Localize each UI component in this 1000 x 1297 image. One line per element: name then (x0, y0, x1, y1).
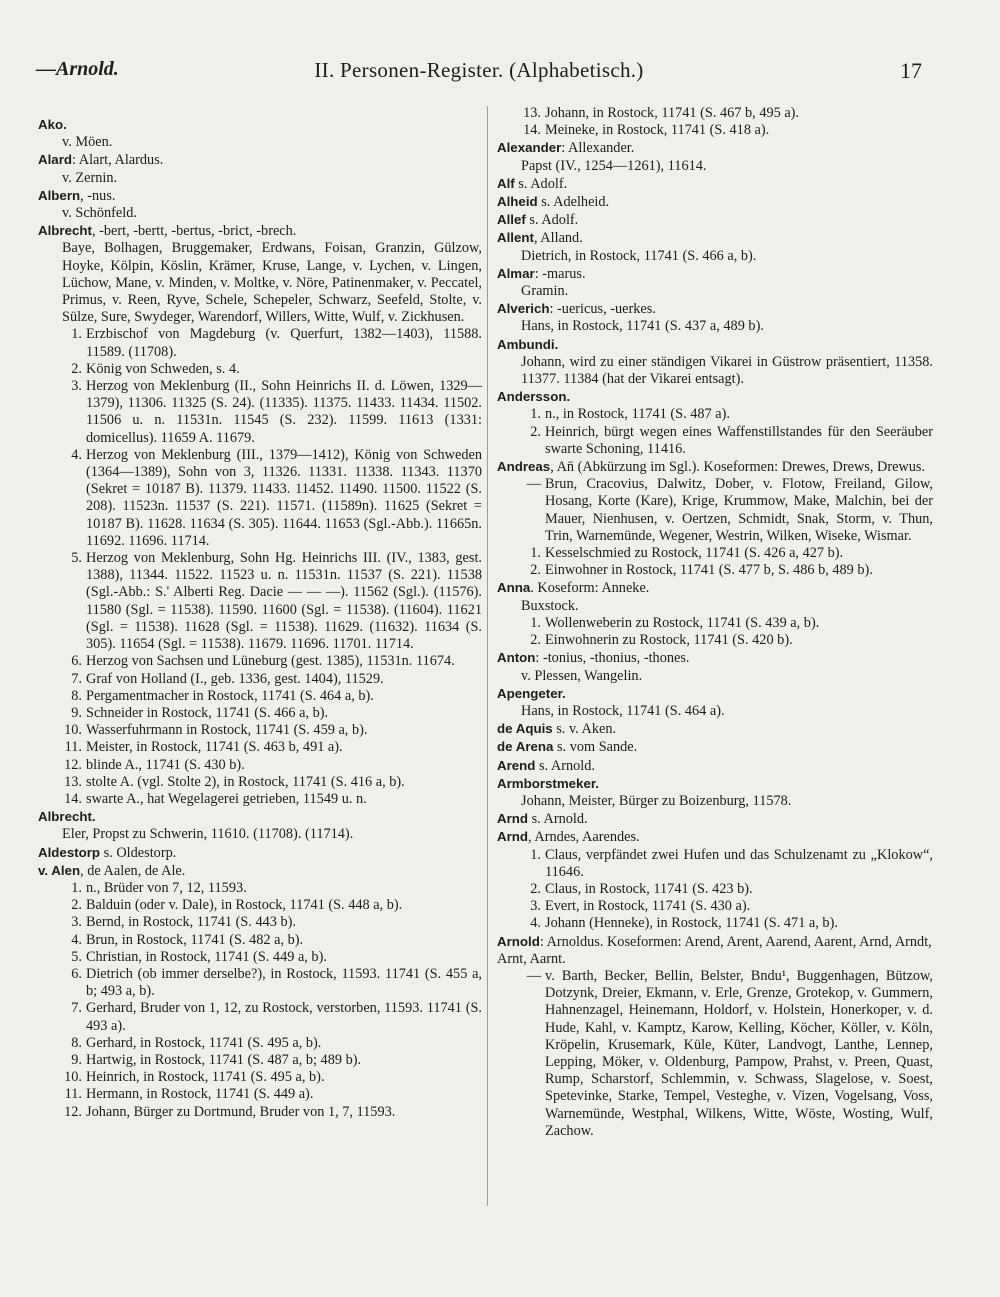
entry-line: Gramin. (521, 283, 569, 300)
register-entry (497, 757, 933, 775)
item-number: 13. (523, 105, 541, 121)
item-text: Johann, Bürger zu Dortmund, Bruder von 1, 7, 11593. (86, 1103, 396, 1120)
item-text: Christian, in Rostock, 11741 (S. 449 a, b). (86, 948, 327, 965)
entry-headline (497, 933, 933, 968)
entry-item (71, 1034, 482, 1052)
entry-item (530, 632, 933, 649)
entry-headline (38, 151, 482, 169)
register-entry (497, 720, 933, 738)
item-number: 4. (71, 446, 82, 463)
entry-variants: : Arnoldus. Koseformen: Arend, Arent, Aarend, Aarent, Arnd, Arndt, Arnt, Aarnt. (497, 933, 932, 967)
item-text: Erzbischof von Magdeburg (v. Querfurt, 1382—1403), 11588. 11589. (11708). (86, 326, 482, 360)
entry-variants: : -tonius, -thonius, -thones. (535, 650, 690, 667)
entry-item (64, 790, 482, 808)
entry-item (526, 476, 933, 545)
item-number: 1. (530, 614, 541, 631)
item-text: Einwohner in Rostock, 11741 (S. 477 b, S. 486 b, 489 b). (545, 562, 873, 579)
entry-headline (497, 193, 933, 211)
register-entry (497, 738, 933, 756)
item-text: swarte A., hat Wegelagerei getrieben, 11549 u. n. (86, 790, 367, 807)
register-entry (38, 808, 482, 843)
item-text: Herzog von Meklenburg (III., 1379—1412), König von Schweden (1364—1389), Sohn von 3, 11326. 11331. 11338. 11343. 11370 (Sekret = 10187 B). 11379. 11433. 11452. 11490. 11500. 11522 (S. 208). 11523n. 11537 (S. 221). 11571. (11589n). 11625 (Sekret = 10187 B). 11628. 11634 (S. 305). 11644. 11653 (Sgl.-Abb.). 11665n. 11692. 11696. 11714. (86, 446, 482, 549)
item-text: v. Barth, Becker, Bellin, Belster, Bndu¹, Buggenhagen, Bützow, Dotzynk, Dreier, Ekmann, v. Erle, Grenze, Grotekop, v. Gummern, Hahnenzagel, Heinemann, Holdorf, v. Holstein, Honerkoper, v. d. Hude, Kahl, v. Kamptz, Karow, Kelling, Köcher, Köller, v. Köln, Kröpelin, Krusemark, Küle, Küter, Landvogt, Lanthe, Lennep, Lepping, Möker, v. Oldenburg, Pampow, Prahst, v. Preen, Quast, Rump, Scharstorf, Schlemmin, v. Schwass, Slagelose, v. Soest, Spetevinke, Starke, Tempel, Vesteghe, v. Vizen, Vogelsang, Voss, Warnemünde, Westphal, Wilkens, Witte, Wöste, Wosting, Wulf, Zachow. (545, 967, 933, 1139)
entry-item (71, 914, 482, 931)
entry-headline (38, 222, 482, 240)
item-text: Evert, in Rostock, 11741 (S. 430 a). (545, 898, 751, 915)
entry-headline (38, 862, 482, 880)
entry-line: v. Schönfeld. (62, 205, 137, 222)
item-number: 7. (71, 670, 82, 687)
entry-headword: Ako. (38, 117, 67, 132)
item-number: 4. (530, 915, 541, 932)
item-number: 7. (71, 1000, 82, 1017)
entry-item (71, 670, 482, 688)
entry-item (71, 965, 482, 1000)
item-text: Claus, verpfändet zwei Hufen und das Schulzenamt zu „Klokow“, 11646. (545, 846, 933, 880)
item-number: 8. (71, 1034, 82, 1051)
item-number: — (526, 476, 541, 493)
item-number: 5. (71, 550, 82, 567)
entry-item (523, 105, 933, 122)
entry-item (64, 739, 482, 756)
entry-headline (497, 775, 933, 793)
item-text: Wasserfuhrmann in Rostock, 11741 (S. 459 a, b). (86, 722, 368, 739)
entry-item (530, 423, 933, 458)
item-number: 5. (71, 948, 82, 965)
item-number: 2. (71, 360, 82, 377)
entry-headword: Anton (497, 650, 536, 666)
register-entry (497, 105, 933, 139)
entry-item (71, 550, 482, 653)
item-text: Hartwig, in Rostock, 11741 (S. 487 a, b; 489 b). (86, 1051, 362, 1068)
entry-variants: s. Arnold. (535, 757, 595, 774)
register-entry (38, 116, 482, 151)
entry-headline (497, 265, 933, 283)
item-number: 10. (64, 1069, 82, 1086)
register-entry (497, 458, 933, 579)
entry-line: Baye, Bolhagen, Bruggemaker, Erdwans, Foisan, Granzin, Gülzow, Hoyke, Kölpin, Köslin, Krämer, Kruse, Lange, v. Lychen, v. Lingen, Lüchow, Mane, v. Minden, v. Moltke, v. Nöre, Patinenmaker, v. Peccatel, Primus, v. Reen, Ryve, Schele, Schepeler, Schwarz, Seefeld, Stolte, v. Sülze, Sure, Swydeger, Warendorf, Willers, Witte, Wulf, v. Zickhusen. (62, 240, 482, 326)
item-number: 3. (71, 378, 82, 395)
entry-headword: Armborstmeker. (497, 775, 599, 791)
entry-headword: Alverich (497, 301, 550, 317)
item-number: 2. (530, 562, 541, 579)
entry-headword: Arnd (497, 829, 529, 845)
entry-headline (497, 828, 933, 846)
item-text: Gerhard, in Rostock, 11741 (S. 495 a, b). (86, 1034, 322, 1051)
item-number: 4. (71, 931, 82, 948)
entry-variants: , An̄ (Abkürzung im Sgl.). Koseformen: Drewes, Drews, Drewus. (550, 459, 926, 476)
entry-headword: Albern (38, 187, 81, 203)
entry-headline (497, 300, 933, 318)
item-number: 2. (71, 897, 82, 914)
entry-variants: s. v. Aken. (552, 721, 617, 738)
entry-headword: Albrecht. (38, 809, 96, 825)
entry-item (71, 948, 482, 966)
item-text: Bernd, in Rostock, 11741 (S. 443 b). (86, 914, 296, 931)
item-number: 1. (71, 326, 82, 343)
item-number: 3. (530, 898, 541, 915)
item-number: 10. (64, 722, 82, 739)
item-text: Heinrich, bürgt wegen eines Waffenstillstandes für den Seeräuber swarte Schoning, 11416. (545, 423, 933, 457)
register-entry (497, 229, 933, 264)
entry-line: Buxstock. (521, 597, 579, 614)
entry-line: Hans, in Rostock, 11741 (S. 464 a). (521, 702, 725, 719)
register-entry (497, 265, 933, 300)
item-number: — (526, 967, 541, 984)
item-text: Schneider in Rostock, 11741 (S. 466 a, b). (86, 704, 329, 721)
entry-variants: . Koseform: Anneke. (530, 580, 650, 597)
entry-item (71, 378, 482, 447)
register-entry (38, 187, 482, 222)
item-text: Heinrich, in Rostock, 11741 (S. 495 a, b). (86, 1069, 325, 1086)
entry-headline (38, 844, 482, 862)
item-number: 11. (64, 739, 82, 756)
entry-headline (497, 388, 933, 406)
item-number: 1. (530, 545, 541, 562)
page-number: 17 (900, 58, 922, 83)
item-number: 3. (71, 914, 82, 931)
entry-item (530, 614, 933, 632)
entry-headline (497, 810, 933, 828)
entry-item (71, 1000, 482, 1034)
register-entry (38, 222, 482, 808)
entry-variants: : -uericus, -uerkes. (549, 301, 656, 318)
item-text: Graf von Holland (I., geb. 1336, gest. 1404), 11529. (86, 670, 384, 687)
item-text: Einwohnerin zu Rostock, 11741 (S. 420 b). (545, 632, 793, 649)
item-text: Dietrich (ob immer derselbe?), in Rostock, 11593. 11741 (S. 455 a, b; 493 a, b). (86, 965, 482, 1000)
register-entry (497, 685, 933, 720)
entry-item (64, 773, 482, 791)
item-number: 1. (71, 879, 82, 896)
entry-item (71, 704, 482, 722)
register-entry (497, 579, 933, 649)
item-number: 11. (64, 1086, 82, 1103)
register-entry (497, 139, 933, 174)
item-number: 12. (64, 1103, 82, 1120)
entry-item (530, 915, 933, 932)
entry-item (71, 653, 482, 670)
entry-variants: , -nus. (80, 187, 116, 204)
register-entry (38, 151, 482, 186)
entry-headword: Andersson. (497, 389, 571, 405)
item-number: 6. (71, 653, 82, 670)
item-number: 1. (530, 406, 541, 423)
entry-headline (497, 336, 933, 354)
item-text: Meister, in Rostock, 11741 (S. 463 b, 491 a). (86, 739, 343, 756)
entry-variants: s. Arnold. (528, 811, 588, 828)
entry-item (530, 562, 933, 579)
entry-item (71, 1051, 482, 1069)
entry-line: Johann, wird zu einer ständigen Vikarei in Güstrow präsentiert, 11358. 11377. 11384 (hat der Vikarei entsagt). (521, 353, 933, 388)
entry-variants: , Alland. (533, 230, 583, 247)
entry-headline (497, 720, 933, 738)
entry-variants: : -marus. (534, 265, 586, 282)
item-text: Johann (Henneke), in Rostock, 11741 (S. 471 a, b). (545, 915, 838, 932)
entry-headline (38, 116, 482, 134)
entry-line: v. Zernin. (62, 169, 118, 186)
entry-item (64, 756, 482, 774)
item-number: 14. (523, 122, 541, 139)
item-text: Pergamentmacher in Rostock, 11741 (S. 464 a, b). (86, 687, 374, 704)
item-number: 2. (530, 423, 541, 440)
entry-line: Eler, Propst zu Schwerin, 11610. (11708). (11714). (62, 826, 354, 843)
entry-headword: Alard (38, 152, 72, 168)
item-number: 6. (71, 965, 82, 982)
entry-variants: s. Adelheid. (537, 194, 610, 211)
entry-item (64, 1103, 482, 1121)
item-text: Brun, Cracovius, Dalwitz, Dober, v. Flotow, Freiland, Gilow, Hosang, Korte (Kare), Krige, Krummow, Make, Malchin, bei der Mauer, Nienhusen, v. Oertzen, Schmidt, Snak, Storm, v. Thun, Trin, Warnemünde, Wegener, Westrin, Wilken, Wiseke, Wismar. (545, 476, 933, 544)
entry-item (64, 722, 482, 739)
entry-item (64, 1069, 482, 1086)
item-text: Brun, in Rostock, 11741 (S. 482 a, b). (86, 931, 304, 948)
item-text: blinde A., 11741 (S. 430 b). (86, 756, 245, 773)
item-number: 2. (530, 880, 541, 897)
entry-headword: Alexander (497, 140, 562, 156)
item-number: 8. (71, 687, 82, 704)
register-entry (497, 775, 933, 810)
entry-headword: de Aquis (497, 721, 553, 737)
entry-item (71, 931, 482, 949)
entry-headword: Albrecht (38, 223, 92, 239)
entry-line: v. Plessen, Wangelin. (521, 667, 643, 684)
register-entry (497, 211, 933, 229)
entry-item (71, 360, 482, 378)
entry-headword: Anna (497, 580, 531, 596)
item-text: Hermann, in Rostock, 11741 (S. 449 a). (86, 1086, 314, 1103)
entry-headword: Allef (497, 212, 526, 228)
register-entry (497, 828, 933, 932)
entry-item (530, 880, 933, 898)
register-entry (497, 933, 933, 1140)
item-number: 1. (530, 846, 541, 863)
entry-headword: Aldestorp (38, 844, 101, 860)
entry-item (530, 545, 933, 562)
entry-headline (497, 139, 933, 157)
item-text: Claus, in Rostock, 11741 (S. 423 b). (545, 880, 753, 897)
item-text: n., Brüder von 7, 12, 11593. (86, 879, 247, 896)
item-text: Herzog von Meklenburg (II., Sohn Heinrichs II. d. Löwen, 1329—1379), 11306. 11325 (S. 24). (11335). 11375. 11433. 11434. 11502. 11506 u. n. 11531n. 11545 (S. 232). 11599. 11613 (1331: domicellus). 11659 A. 11679. (86, 378, 482, 446)
register-entry (38, 844, 482, 862)
entry-headword: Alf (497, 175, 515, 191)
entry-item (530, 846, 933, 881)
entry-headword: Arnold (497, 933, 540, 949)
entry-variants: s. Adolf. (514, 175, 568, 192)
entry-variants: : Allexander. (561, 140, 635, 157)
entry-headline (497, 175, 933, 193)
item-text: Herzog von Meklenburg, Sohn Hg. Heinrichs III. (IV., 1383, gest. 1388), 11344. 11522. 11523 u. n. 11531n. 11537 (S. 221). 11538 (Sgl.-Abb.: S.' Alberti Reg. Dacie — — —). 11562 (Sgl.). (11576). 11580 (Sgl. = 11538). 11590. 11600 (Sgl. = 11538). (11604). 11621 (Sgl. = 11538). 11628 (Sgl. = 11538). 11629. (11632). 11634 (S. 305). 11654 (Sgl. = 11538). 11679. 11696. 11701. 11714. (86, 550, 482, 653)
entry-variants: , -bert, -bertt, -bertus, -brict, -brech. (91, 223, 297, 240)
entry-headline (497, 579, 933, 597)
entry-headword: Alheid (497, 194, 538, 210)
register-entry (497, 336, 933, 389)
item-text: Johann, in Rostock, 11741 (S. 467 b, 495 a). (545, 105, 800, 121)
register-entry (497, 810, 933, 828)
entry-variants: , de Aalen, de Ale. (80, 862, 186, 879)
entry-line: Hans, in Rostock, 11741 (S. 437 a, 489 b). (521, 318, 764, 335)
item-text: Meineke, in Rostock, 11741 (S. 418 a). (545, 122, 770, 139)
column-divider (487, 106, 488, 1206)
entry-line: Papst (IV., 1254—1261), 11614. (521, 157, 707, 174)
page-title: II. Personen-Register. (Alphabetisch.) (314, 58, 644, 82)
entry-item (71, 326, 482, 360)
entry-headword: Apengeter. (497, 685, 566, 701)
entry-headline (497, 757, 933, 775)
entry-headword: Arend (497, 757, 536, 773)
entry-headline (497, 229, 933, 247)
item-text: König von Schweden, s. 4. (86, 360, 240, 377)
entry-item (530, 898, 933, 915)
entry-variants: s. Oldestorp. (100, 844, 177, 861)
item-number: 14. (64, 790, 82, 807)
page-header (36, 58, 922, 88)
item-text: n., in Rostock, 11741 (S. 487 a). (545, 406, 730, 423)
register-entry (38, 862, 482, 1121)
entry-item (71, 897, 482, 914)
entry-headword: Allent (497, 230, 534, 246)
entry-headline (497, 458, 933, 476)
entry-headword: de Arena (497, 739, 554, 755)
entry-item (71, 446, 482, 550)
item-text: Kesselschmied zu Rostock, 11741 (S. 426 a, 427 b). (545, 545, 844, 562)
entry-item (64, 1086, 482, 1103)
entry-variants: , Arndes, Aarendes. (528, 829, 640, 846)
entry-headword: Arnd (497, 811, 529, 827)
item-number: 9. (71, 1051, 82, 1068)
entry-headword: Almar (497, 265, 535, 281)
entry-headword: v. Alen (38, 862, 81, 878)
running-head: —Arnold. (36, 58, 119, 80)
entry-headword: Ambundi. (497, 336, 559, 352)
entry-item (530, 406, 933, 423)
left-column (38, 116, 482, 1121)
item-text: Gerhard, Bruder von 1, 12, zu Rostock, verstorben, 11593. 11741 (S. 493 a). (86, 1000, 482, 1034)
item-text: Herzog von Sachsen und Lüneburg (gest. 1385), 11531n. 11674. (86, 653, 455, 670)
entry-headline (38, 187, 482, 205)
entry-item (71, 687, 482, 705)
item-number: 12. (64, 756, 82, 773)
item-text: Balduin (oder v. Dale), in Rostock, 11741 (S. 448 a, b). (86, 897, 403, 914)
entry-line: v. Möen. (62, 134, 113, 151)
entry-headline (497, 738, 933, 756)
register-entry (497, 193, 933, 211)
register-entry (497, 300, 933, 335)
entry-line: Johann, Meister, Bürger zu Boizenburg, 11578. (521, 792, 792, 809)
entry-item (526, 967, 933, 1140)
entry-item (523, 122, 933, 139)
entry-headline (38, 808, 482, 826)
item-text: stolte A. (vgl. Stolte 2), in Rostock, 11741 (S. 416 a, b). (86, 773, 405, 790)
item-number: 13. (64, 773, 82, 790)
register-entry (497, 388, 933, 458)
item-number: 2. (530, 632, 541, 649)
item-number: 9. (71, 704, 82, 721)
item-text: Wollenweberin zu Rostock, 11741 (S. 439 a, b). (545, 614, 820, 631)
register-entry (497, 649, 933, 684)
entry-headline (497, 649, 933, 667)
entry-headline (497, 685, 933, 703)
register-entry (497, 175, 933, 193)
entry-item (71, 879, 482, 897)
entry-line: Dietrich, in Rostock, 11741 (S. 466 a, b). (521, 247, 757, 264)
entry-headline (497, 211, 933, 229)
entry-headword: Andreas (497, 459, 551, 475)
entry-variants: s. vom Sande. (553, 739, 638, 756)
right-column (497, 105, 933, 1140)
entry-variants: s. Adolf. (525, 212, 579, 229)
entry-variants: : Alart, Alardus. (72, 152, 164, 169)
